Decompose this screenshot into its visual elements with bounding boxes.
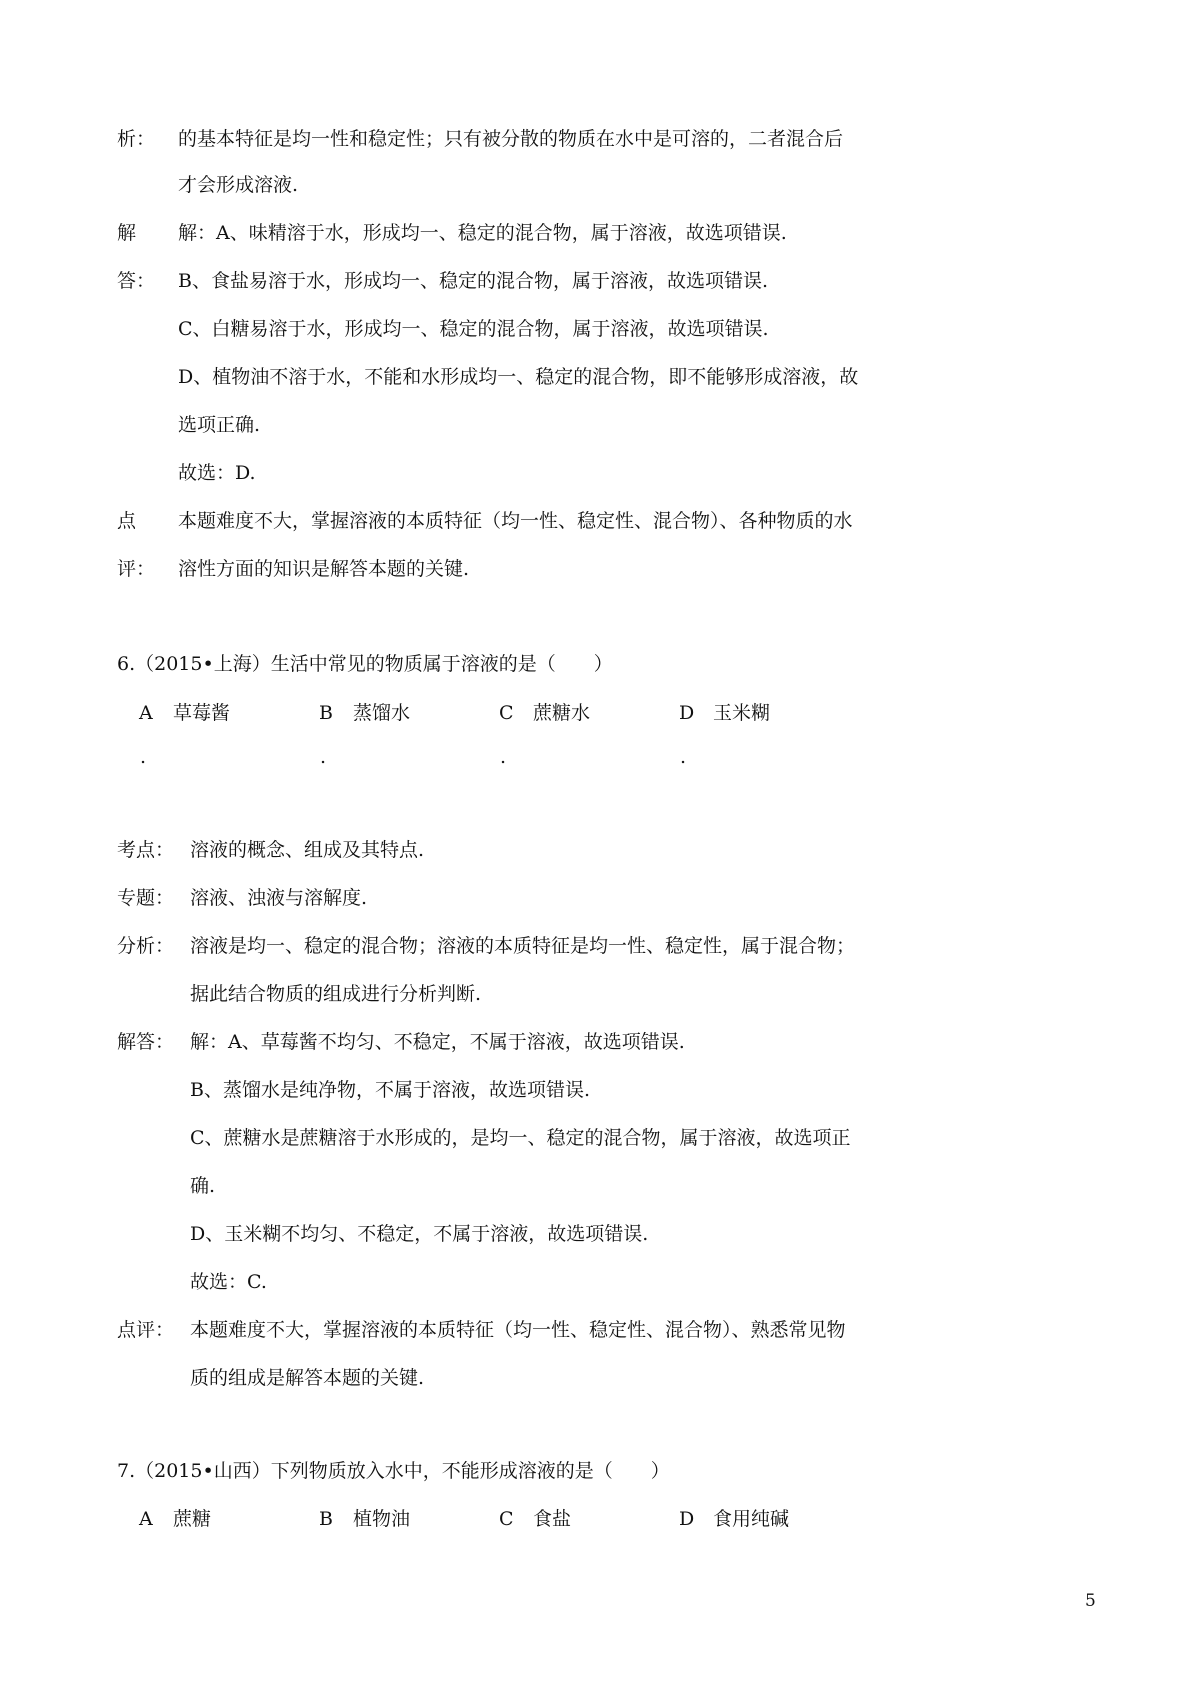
q6-option-b-letter: B — [319, 702, 333, 724]
q6-option-c-letter: C — [499, 702, 514, 724]
dianping-label: 点评： — [117, 1319, 175, 1341]
jieda-line-2: B、蒸馏水是纯净物，不属于溶液，故选项错误. — [190, 1079, 591, 1101]
dianping-line-1: 本题难度不大，掌握溶液的本质特征（均一性、稳定性、混合物）、熟悉常见物 — [190, 1319, 846, 1341]
analysis-line-2: 才会形成溶液. — [178, 174, 299, 196]
q6-option-b-dot: . — [320, 746, 327, 768]
jieda-line-3: C、蔗糖水是蔗糖溶于水形成的，是均一、稳定的混合物，属于溶液，故选项正 — [190, 1127, 851, 1149]
q6-option-a-text: 草莓酱 — [173, 702, 231, 724]
jieda-label: 解答： — [117, 1031, 175, 1053]
q7-option-b-letter: B — [319, 1508, 333, 1530]
q7-option-c-text: 食盐 — [533, 1508, 572, 1530]
analysis-label: 析： — [117, 128, 156, 150]
zhuanti-text: 溶液、浊液与溶解度. — [190, 887, 368, 909]
q7-option-b-text: 植物油 — [353, 1508, 411, 1530]
q7-option-d-letter: D — [679, 1508, 695, 1530]
q6-option-c-dot: . — [500, 746, 507, 768]
jieda-line-1: 解：A、草莓酱不均匀、不稳定，不属于溶液，故选项错误. — [190, 1031, 685, 1053]
answer-line-1: 解：A、味精溶于水，形成均一、稳定的混合物，属于溶液，故选项错误. — [178, 222, 787, 244]
q6-option-c-text: 蔗糖水 — [533, 702, 591, 724]
jieda-line-6: 故选：C. — [190, 1271, 267, 1293]
analysis-line-1: 的基本特征是均一性和稳定性；只有被分散的物质在水中是可溶的，二者混合后 — [178, 128, 844, 150]
question-7-stem: 7.（2015•山西）下列物质放入水中，不能形成溶液的是（ ） — [117, 1460, 670, 1482]
answer-label-1: 解 — [117, 222, 137, 244]
q6-option-d-text: 玉米糊 — [713, 702, 771, 724]
dianping-line-2: 质的组成是解答本题的关键. — [190, 1367, 425, 1389]
q7-option-a-text: 蔗糖 — [173, 1508, 212, 1530]
answer-line-5: 选项正确. — [178, 414, 261, 436]
answer-label-2: 答： — [117, 270, 156, 292]
comment-line-2: 溶性方面的知识是解答本题的关键. — [178, 558, 470, 580]
q6-option-d-dot: . — [680, 746, 687, 768]
answer-line-6: 故选：D. — [178, 462, 256, 484]
comment-line-1: 本题难度不大，掌握溶液的本质特征（均一性、稳定性、混合物）、各种物质的水 — [178, 510, 853, 532]
fenxi-label: 分析： — [117, 935, 175, 957]
q7-option-c-letter: C — [499, 1508, 514, 1530]
q7-option-a-letter: A — [139, 1508, 153, 1530]
q6-option-a-dot: . — [140, 746, 147, 768]
q6-option-a-letter: A — [139, 702, 153, 724]
q6-option-d-letter: D — [679, 702, 695, 724]
fenxi-line-1: 溶液是均一、稳定的混合物；溶液的本质特征是均一性、稳定性，属于混合物； — [190, 935, 856, 957]
page-number: 5 — [1085, 1591, 1096, 1611]
answer-line-3: C、白糖易溶于水，形成均一、稳定的混合物，属于溶液，故选项错误. — [178, 318, 769, 340]
kaodian-label: 考点： — [117, 839, 175, 861]
zhuanti-label: 专题： — [117, 887, 175, 909]
comment-label-2: 评： — [117, 558, 156, 580]
q7-option-d-text: 食用纯碱 — [713, 1508, 790, 1530]
fenxi-line-2: 据此结合物质的组成进行分析判断. — [190, 983, 482, 1005]
q6-option-b-text: 蒸馏水 — [353, 702, 411, 724]
kaodian-text: 溶液的概念、组成及其特点. — [190, 839, 425, 861]
answer-line-2: B、食盐易溶于水，形成均一、稳定的混合物，属于溶液，故选项错误. — [178, 270, 769, 292]
jieda-line-4: 确. — [190, 1175, 216, 1197]
comment-label-1: 点 — [117, 510, 137, 532]
answer-line-4: D、植物油不溶于水，不能和水形成均一、稳定的混合物，即不能够形成溶液，故 — [178, 366, 859, 388]
question-6-stem: 6.（2015•上海）生活中常见的物质属于溶液的是（ ） — [117, 653, 613, 675]
jieda-line-5: D、玉米糊不均匀、不稳定，不属于溶液，故选项错误. — [190, 1223, 649, 1245]
